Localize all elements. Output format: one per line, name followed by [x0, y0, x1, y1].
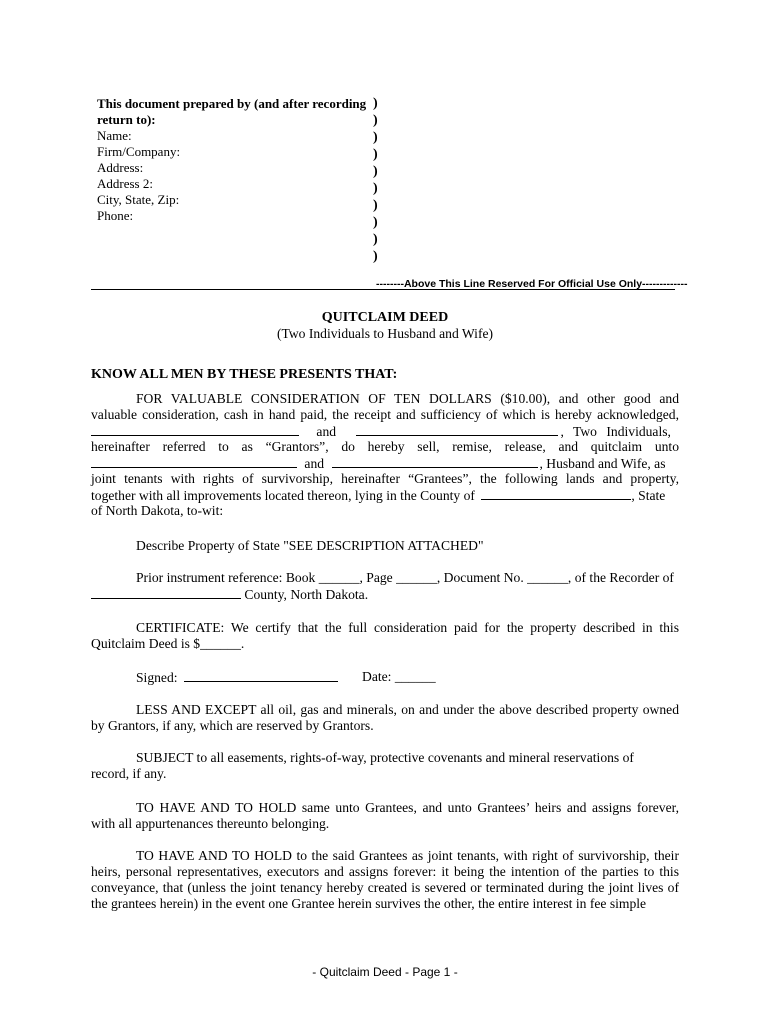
describe-property: Describe Property of State "SEE DESCRIPTION ATTACHED" — [136, 538, 484, 553]
paren-mark: ) — [373, 130, 378, 145]
certificate-line: CERTIFICATE: We certify that the full consideration paid for the property described in this — [136, 620, 679, 635]
have-hold-joint-line: heirs, personal representatives, executors and assigns forever: it being the intention of the parties to this — [91, 864, 679, 879]
paren-mark: ) — [373, 215, 378, 230]
paren-mark: ) — [373, 147, 378, 162]
deed-title: QUITCLAIM DEED — [321, 310, 449, 325]
grantee2-blank[interactable] — [332, 455, 538, 468]
and-word: and — [316, 424, 337, 439]
paren-mark: ) — [373, 164, 378, 179]
grantor2-blank[interactable] — [356, 423, 558, 436]
prep-field-city: City, State, Zip: — [97, 192, 180, 207]
have-hold-joint-line: conveyance, that (unless the joint tenancy hereby created is severed or terminated during the joint lives of — [91, 880, 679, 895]
signed-label: Signed: — [136, 670, 178, 685]
state-text: , State — [631, 488, 666, 503]
prep-field-firm: Firm/Company: — [97, 144, 181, 159]
county-blank[interactable] — [481, 487, 631, 500]
grantee1-blank[interactable] — [91, 455, 297, 468]
have-hold-joint-line: the grantees herein) in the event one Grantee herein survives the other, the entire interest in fee simple — [91, 896, 647, 911]
signed-line — [136, 669, 338, 686]
husband-wife: , Husband and Wife, as — [539, 456, 666, 471]
signed-blank[interactable] — [184, 669, 338, 682]
subject-line: SUBJECT to all easements, rights-of-way, protective covenants and mineral reservations of — [136, 750, 634, 765]
paren-mark: ) — [373, 249, 378, 264]
prep-field-address2: Address 2: — [97, 176, 153, 191]
less-except-line: LESS AND EXCEPT all oil, gas and minerals, on and under the above described property owned — [136, 702, 679, 717]
paragraph-line: FOR VALUABLE CONSIDERATION OF TEN DOLLARS ($10.00), and other good and — [136, 391, 679, 406]
less-except-line: by Grantors, if any, which are reserved by Grantors. — [91, 718, 374, 733]
certificate-line: Quitclaim Deed is $______. — [91, 636, 245, 651]
recorder-county-blank[interactable] — [91, 586, 241, 599]
prep-field-phone: Phone: — [97, 208, 134, 223]
paren-mark: ) — [373, 181, 378, 196]
paren-mark: ) — [373, 113, 378, 128]
know-all-heading: KNOW ALL MEN BY THESE PRESENTS THAT: — [91, 367, 398, 382]
prep-field-address: Address: — [97, 160, 144, 175]
have-hold-line: with all appurtenances thereunto belonging. — [91, 816, 330, 831]
county-line — [91, 487, 679, 504]
paragraph-line: valuable consideration, cash in hand paid, the receipt and sufficiency of which is hereby acknowledged, — [91, 407, 679, 422]
prep-field-name: Name: — [97, 128, 132, 143]
paragraph-line: hereinafter referred to as “Grantors”, do hereby sell, remise, release, and quitclaim unto — [91, 439, 679, 454]
footer-suffix: - — [450, 965, 458, 979]
grantors-line — [91, 423, 679, 440]
paren-mark: ) — [373, 232, 378, 247]
have-hold-joint-line: TO HAVE AND TO HOLD to the said Grantees as joint tenants, with right of survivorship, their — [136, 848, 679, 863]
two-individuals: , Two Individuals, — [560, 424, 671, 439]
prep-title-line1: This document prepared by (and after recording — [97, 96, 367, 111]
county-text: together with all improvements located thereon, lying in the County of — [91, 488, 475, 503]
page-footer — [0, 964, 770, 980]
grantor1-blank[interactable] — [91, 423, 299, 436]
paragraph-line: of North Dakota, to-wit: — [91, 503, 224, 518]
prior-instrument: Prior instrument reference: Book ______, Page ______, Document No. ______, of the Recorder of — [136, 570, 674, 585]
reserved-notice: --------Above This Line Reserved For Official Use Only------------- — [376, 278, 688, 290]
footer-prefix: - Quitclaim Deed - — [312, 965, 413, 979]
footer-page-number: Page 1 — [412, 965, 451, 979]
paragraph-line: joint tenants with rights of survivorship, hereinafter “Grantees”, the following lands and property, — [91, 471, 679, 486]
date-label: Date: ______ — [362, 669, 436, 684]
county-nd-text: County, North Dakota. — [244, 587, 369, 602]
prior-instrument-county — [91, 586, 368, 603]
subject-line: record, if any. — [91, 766, 167, 781]
recording-divider — [91, 289, 675, 290]
paren-mark: ) — [373, 198, 378, 213]
paren-mark: ) — [373, 96, 378, 111]
have-hold-line: TO HAVE AND TO HOLD same unto Grantees, and unto Grantees’ heirs and assigns forever, — [136, 800, 679, 815]
prep-title-line2: return to): — [97, 112, 156, 127]
deed-subtitle: (Two Individuals to Husband and Wife) — [276, 326, 494, 341]
and-word: and — [304, 456, 325, 471]
grantees-line — [91, 455, 679, 472]
